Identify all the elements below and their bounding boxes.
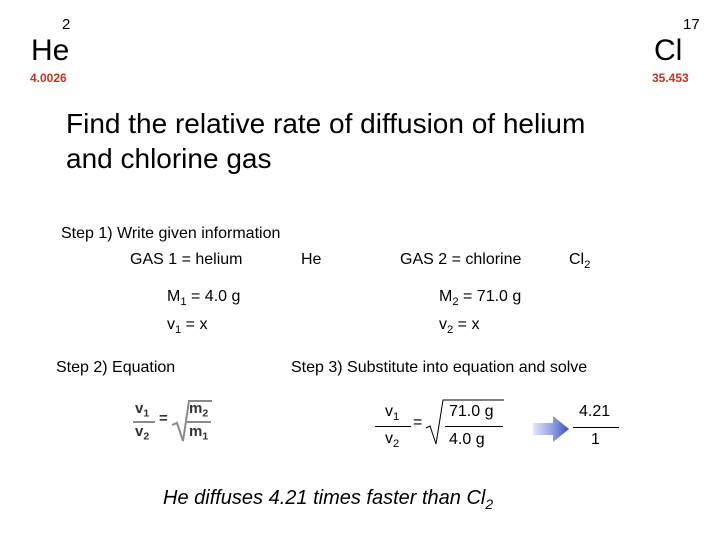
eq-denominator xyxy=(135,423,150,443)
problem-title xyxy=(66,106,585,176)
problem-title-line-1: Find the relative rate of diffusion of helium xyxy=(66,108,586,139)
chlorine-atomic-number: 17 xyxy=(683,16,700,33)
eq-numerator xyxy=(135,400,150,420)
m2-sub: 2 xyxy=(452,295,459,308)
eq-num-letter: v xyxy=(135,400,144,417)
chlorine-atomic-mass: 35.453 xyxy=(652,71,689,85)
eq-num-sub: 1 xyxy=(143,407,150,420)
step3-label: Step 3) Substitute into equation and solve xyxy=(291,359,588,376)
gas2-subscript: 2 xyxy=(584,258,591,271)
eq-rnum-letter: m xyxy=(189,400,203,417)
m1-sub: 1 xyxy=(180,295,187,308)
m1-letter: M xyxy=(167,288,181,305)
v2-value: = x xyxy=(453,316,480,333)
eq-rnum-sub: 2 xyxy=(202,407,209,420)
sub-den-sub: 2 xyxy=(393,437,400,450)
m1-value: = 4.0 g xyxy=(186,288,241,305)
sub-equals: = xyxy=(413,414,423,431)
gas2-symbol: Cl xyxy=(569,251,585,268)
result-denominator: 1 xyxy=(591,431,600,448)
velocity-2 xyxy=(439,316,479,334)
result-numerator: 4.21 xyxy=(579,403,611,420)
chlorine-symbol: Cl xyxy=(654,34,683,67)
v1-value: = x xyxy=(181,316,208,333)
eq-radicand-numerator xyxy=(189,400,209,420)
eq-rden-letter: m xyxy=(189,423,203,440)
gas2-label: GAS 2 = chlorine xyxy=(400,251,522,268)
sub-radicand-bar xyxy=(445,426,503,427)
helium-atomic-number: 2 xyxy=(62,16,71,33)
sub-radicand-denominator: 4.0 g xyxy=(449,431,485,448)
v1-letter: v xyxy=(167,316,175,333)
eq-equals: = xyxy=(159,410,168,427)
answer-text: He diffuses 4.21 times faster than Cl xyxy=(163,487,486,509)
v2-letter: v xyxy=(439,316,447,333)
sub-radicand-numerator: 71.0 g xyxy=(449,403,494,420)
result-fraction-bar xyxy=(573,427,619,428)
step1-label: Step 1) Write given information xyxy=(61,225,281,242)
step2-label: Step 2) Equation xyxy=(56,359,176,376)
gas2-formula xyxy=(569,251,590,269)
eq-den-letter: v xyxy=(135,423,144,440)
sub-num-letter: v xyxy=(385,403,393,420)
sub-num-sub: 1 xyxy=(393,410,400,423)
sub-denominator xyxy=(385,430,399,448)
m2-letter: M xyxy=(439,288,453,305)
sub-den-letter: v xyxy=(385,430,393,447)
molar-mass-1 xyxy=(167,288,240,306)
helium-atomic-mass: 4.0026 xyxy=(30,71,67,85)
sub-fraction-bar xyxy=(375,426,411,427)
molar-mass-2 xyxy=(439,288,521,306)
v2-sub: 2 xyxy=(447,323,454,336)
velocity-1 xyxy=(167,316,207,334)
eq-radicand-denominator xyxy=(189,423,209,443)
helium-symbol: He xyxy=(31,34,70,67)
v1-sub: 1 xyxy=(175,323,182,336)
problem-title-line-2: and chlorine gas xyxy=(66,143,272,174)
sub-numerator xyxy=(385,403,399,421)
eq-den-sub: 2 xyxy=(143,430,150,443)
result-arrow-icon xyxy=(533,416,569,442)
answer-statement xyxy=(163,487,493,510)
m2-value: = 71.0 g xyxy=(458,288,522,305)
eq-rden-sub: 1 xyxy=(202,430,209,443)
gas1-symbol: He xyxy=(301,251,322,268)
answer-subscript: 2 xyxy=(485,495,494,512)
gas1-label: GAS 1 = helium xyxy=(130,251,243,268)
